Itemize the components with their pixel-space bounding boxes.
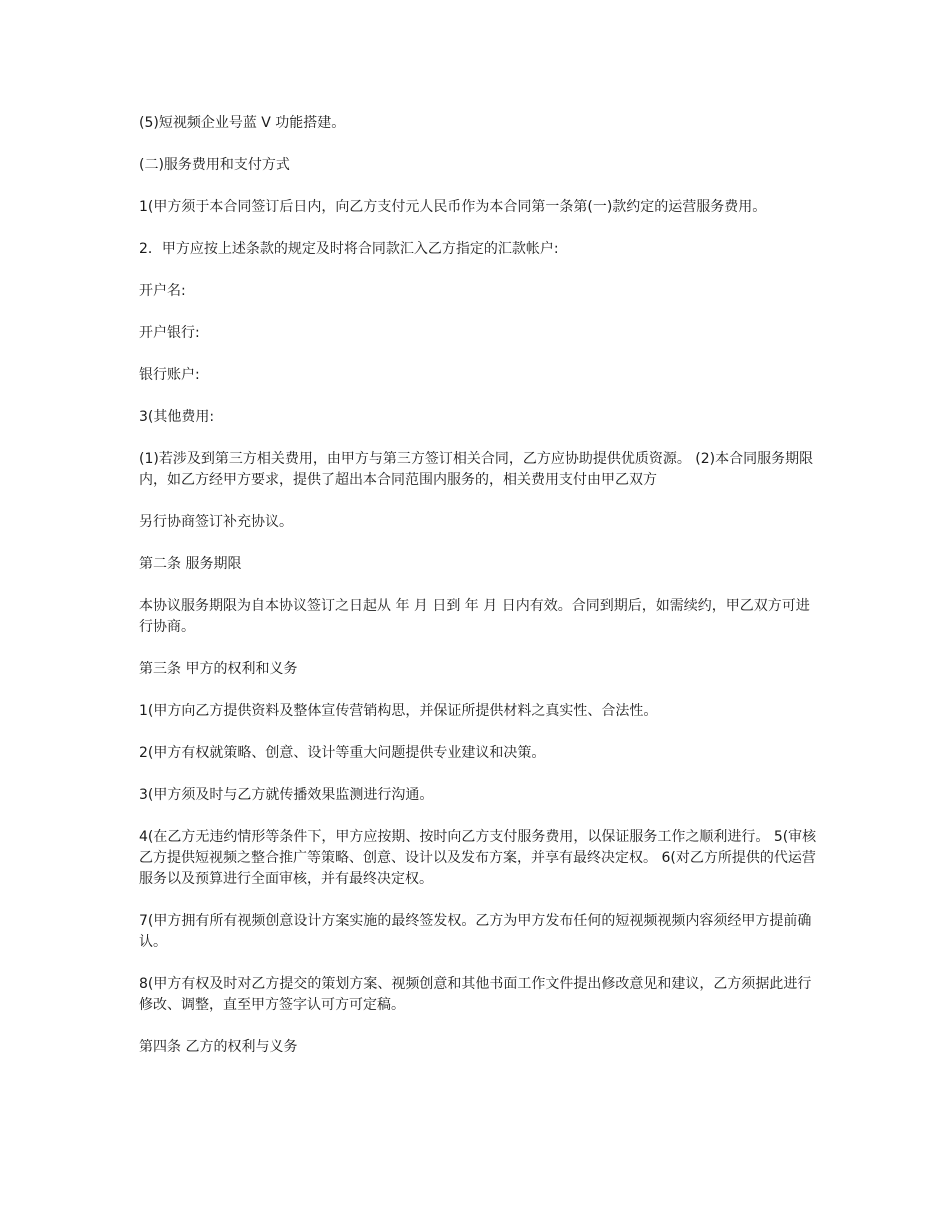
paragraph-party-a-duty-7: 7(甲方拥有所有视频创意设计方案实施的最终签发权。乙方为甲方发布任何的短视频视频内容须经甲方提前确认。 [139,913,812,950]
paragraph-party-a-duty-2: 2(甲方有权就策略、创意、设计等重大问题提供专业建议和决策。 [139,745,546,761]
document-body [139,113,819,1079]
paragraph-fee-clause-2: 2．甲方应按上述条款的规定及时将合同款汇入乙方指定的汇款帐户: [139,241,559,257]
paragraph-service-item-5: (5)短视频企业号蓝 V 功能搭建。 [139,115,346,131]
paragraph-other-fees: 3(其他费用: [139,409,215,425]
paragraph-fee-clause-1: 1(甲方须于本合同签订后日内，向乙方支付元人民币作为本合同第一条第(一)款约定的运营服务费用。 [139,199,767,215]
paragraph-party-a-duty-3: 3(甲方须及时与乙方就传播效果监测进行沟通。 [139,787,434,803]
paragraph-service-term: 本协议服务期限为自本协议签订之日起从 年 月 日到 年 月 日内有效。合同到期后，如需续约，甲乙双方可进行协商。 [139,598,810,635]
paragraph-party-a-duty-4-6: 4(在乙方无违约情形等条件下，甲方应按期、按时向乙方支付服务费用，以保证服务工作之顺利进行。 5(审核乙方提供短视频之整合推广等策略、创意、设计以及发布方案，并享有最终决定权。 6(对乙方所提供的代运营服务以及预算进行全面审核，并有最终决定权。 [139,829,817,887]
paragraph-account-number: 银行账户: [139,367,200,383]
paragraph-account-name: 开户名: [139,283,186,299]
paragraph-article-4-heading: 第四条 乙方的权利与义务 [139,1039,298,1055]
paragraph-party-a-duty-8: 8(甲方有权及时对乙方提交的策划方案、视频创意和其他书面工作文件提出修改意见和建议，乙方须据此进行修改、调整，直至甲方签字认可方可定稿。 [139,976,812,1013]
paragraph-article-2-heading: 第二条 服务期限 [139,556,242,572]
paragraph-fee-heading: (二)服务费用和支付方式 [139,157,290,173]
paragraph-supplementary-agreement: 另行协商签订补充协议。 [139,514,293,530]
paragraph-article-3-heading: 第三条 甲方的权利和义务 [139,661,298,677]
paragraph-third-party-fees: (1)若涉及到第三方相关费用，由甲方与第三方签订相关合同，乙方应协助提供优质资源。 (2)本合同服务期限内，如乙方经甲方要求，提供了超出本合同范围内服务的，相关费用支付由甲乙双方 [139,451,814,488]
paragraph-party-a-duty-1: 1(甲方向乙方提供资料及整体宣传营销构思，并保证所提供材料之真实性、合法性。 [139,703,658,719]
paragraph-account-bank: 开户银行: [139,325,200,341]
